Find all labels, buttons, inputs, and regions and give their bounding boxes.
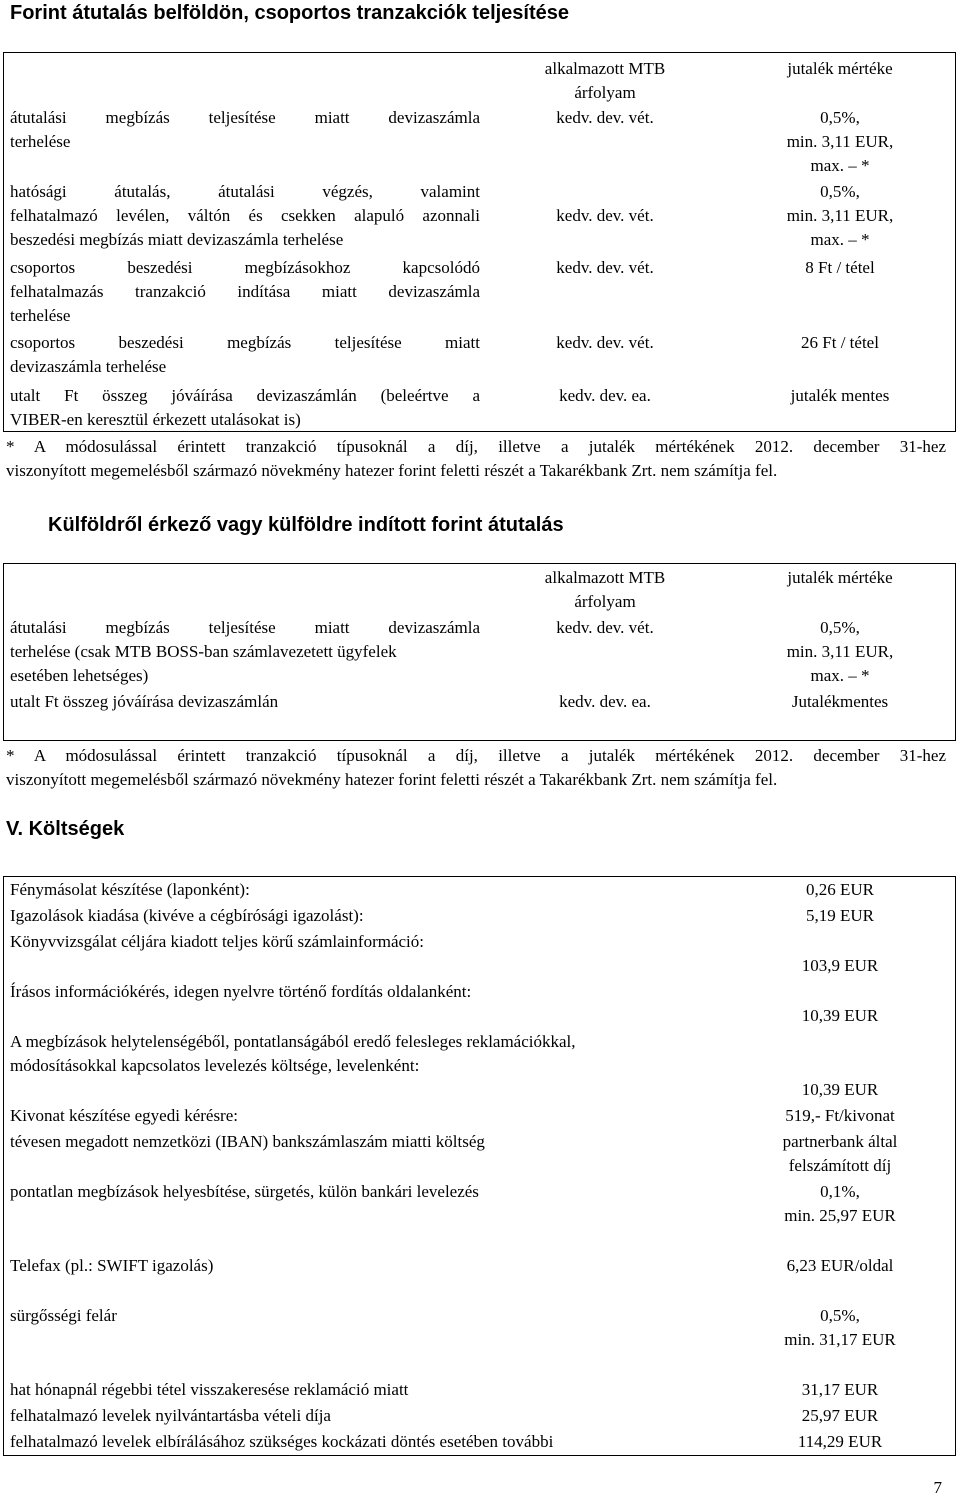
cost-row2-fee: 5,19 EUR (806, 906, 874, 925)
section1-footnote: * A módosulással érintett tranzakció típusoknál a díj, illetve a jutalék mértékének 2012. december 31-hez viszonyított megemelésből származó növekmény hatezer forint feletti részét a Takarékbank Zrt. nem számítja fel. (6, 437, 946, 480)
s2-row2-fee: Jutalékmentes (791, 692, 889, 711)
cost-row4-fee: 10,39 EUR (801, 1006, 879, 1025)
cost-row10-fee: 0,5%, min. 31,17 EUR (784, 1306, 896, 1349)
s1-row5-desc-2: VIBER-en keresztül érkezett utalásokat is) (10, 410, 301, 429)
s1-row5-desc-1: utalt Ft összeg jóváírása devizaszámlán (beleértve a (10, 386, 480, 405)
s1-row4-fee: 26 Ft / tétel (801, 333, 879, 352)
s1-col-rate-header: alkalmazott MTB árfolyam (544, 59, 666, 102)
cost-row13-fee: 114,29 EUR (797, 1432, 883, 1451)
cost-row7-desc: tévesen megadott nemzetközi (IBAN) bankszámlaszám miatti költség (10, 1132, 485, 1151)
cost-row7-fee: partnerbank által felszámított díj (782, 1132, 898, 1175)
s1-row2-desc-3: beszedési megbízás miatt devizaszámla terhelése (10, 230, 344, 249)
s1-row5-fee: jutalék mentes (790, 386, 890, 405)
cost-row11-desc: hat hónapnál régebbi tétel visszakeresése reklamáció miatt (10, 1380, 409, 1399)
page-number: 7 (933, 1478, 942, 1497)
cost-row1-fee: 0,26 EUR (806, 880, 874, 899)
cost-row13-desc: felhatalmazó levelek elbírálásához szükséges kockázati döntés esetében további (10, 1432, 554, 1451)
s2-row1-fee: 0,5%, min. 3,11 EUR, max. – * (786, 618, 894, 685)
cost-row1-desc: Fénymásolat készítése (laponként): (10, 880, 250, 899)
s1-row3-desc-3: terhelése (10, 306, 71, 325)
s2-row2-desc: utalt Ft összeg jóváírása devizaszámlán (10, 692, 279, 711)
cost-row3-desc: Könyvvizsgálat céljára kiadott teljes körű számlainformáció: (10, 932, 424, 951)
s2-row2-rate: kedv. dev. ea. (559, 692, 651, 711)
s2-row1-desc-1: átutalási megbízás teljesítése miatt devizaszámla (10, 618, 480, 637)
cost-row11-fee: 31,17 EUR (801, 1380, 879, 1399)
section1-title: Forint átutalás belföldön, csoportos tranzakciók teljesítése (10, 2, 570, 24)
s2-row1-desc-3: esetében lehetséges) (10, 666, 149, 685)
s2-row1-desc-2: terhelése (csak MTB BOSS-ban számlavezetett ügyfelek (10, 642, 397, 661)
cost-row10-desc: sürgősségi felár (10, 1306, 117, 1325)
s1-row1-desc: átutalási megbízás teljesítése miatt devizaszámla (10, 108, 480, 127)
s1-col-fee-header: jutalék mértéke (787, 59, 893, 78)
s1-row1-rate: kedv. dev. vét. (556, 108, 654, 127)
section3-title: V. Költségek (6, 818, 125, 840)
s1-row2-desc-1: hatósági átutalás, átutalási végzés, valamint (10, 182, 480, 201)
s1-row2-rate: kedv. dev. vét. (556, 206, 654, 225)
s1-row1-desc-2: terhelése (10, 132, 71, 151)
cost-row8-fee: 0,1%, min. 25,97 EUR (784, 1182, 896, 1225)
section2-footnote: * A módosulással érintett tranzakció típusoknál a díj, illetve a jutalék mértékének 2012. december 31-hez viszonyított megemelésből származó növekmény hatezer forint feletti részét a Takarékbank Zrt. nem számítja fel. (6, 746, 946, 789)
cost-row5-desc: A megbízások helytelenségéből, pontatlanságából eredő felesleges reklamációkkal, módosításokkal kapcsolatos levelezés költsége, levelenként: (10, 1032, 576, 1075)
s1-row4-rate: kedv. dev. vét. (556, 333, 654, 352)
s2-col-fee-header: jutalék mértéke (787, 568, 893, 587)
cost-row6-desc: Kivonat készítése egyedi kérésre: (10, 1106, 238, 1125)
section2-title: Külföldről érkező vagy külföldre indított forint átutalás (48, 514, 564, 536)
s1-row1-fee: 0,5%, min. 3,11 EUR, max. – * (786, 108, 894, 175)
cost-row4-desc: Írásos információkérés, idegen nyelvre történő fordítás oldalanként: (10, 982, 472, 1001)
cost-row5-fee: 10,39 EUR (801, 1080, 879, 1099)
s1-row4-desc-2: devizaszámla terhelése (10, 357, 167, 376)
cost-row2-desc: Igazolások kiadása (kivéve a cégbírósági igazolást): (10, 906, 364, 925)
s1-row4-desc-1: csoportos beszedési megbízás teljesítése miatt (10, 333, 480, 352)
s1-row3-desc-1: csoportos beszedési megbízásokhoz kapcsolódó (10, 258, 480, 277)
s1-row5-rate: kedv. dev. ea. (559, 386, 651, 405)
cost-row6-fee: 519,- Ft/kivonat (785, 1106, 895, 1125)
cost-row9-fee: 6,23 EUR/oldal (786, 1256, 894, 1275)
cost-row9-desc: Telefax (pl.: SWIFT igazolás) (10, 1256, 214, 1275)
s2-row1-rate: kedv. dev. vét. (556, 618, 654, 637)
s1-row2-desc-2: felhatalmazó levélen, váltón és csekken alapuló azonnali (10, 206, 480, 225)
cost-row3-fee: 103,9 EUR (801, 956, 879, 975)
s1-row3-rate: kedv. dev. vét. (556, 258, 654, 277)
cost-row12-fee: 25,97 EUR (801, 1406, 879, 1425)
cost-row8-desc: pontatlan megbízások helyesbítése, sürgetés, külön bankári levelezés (10, 1182, 479, 1201)
s1-row3-desc-2: felhatalmazás tranzakció indítása miatt devizaszámla (10, 282, 480, 301)
s1-row3-fee: 8 Ft / tétel (805, 258, 875, 277)
s2-col-rate-header: alkalmazott MTB árfolyam (544, 568, 666, 611)
cost-row12-desc: felhatalmazó levelek nyilvántartásba vételi díja (10, 1406, 331, 1425)
s1-row2-fee: 0,5%, min. 3,11 EUR, max. – * (786, 182, 894, 249)
